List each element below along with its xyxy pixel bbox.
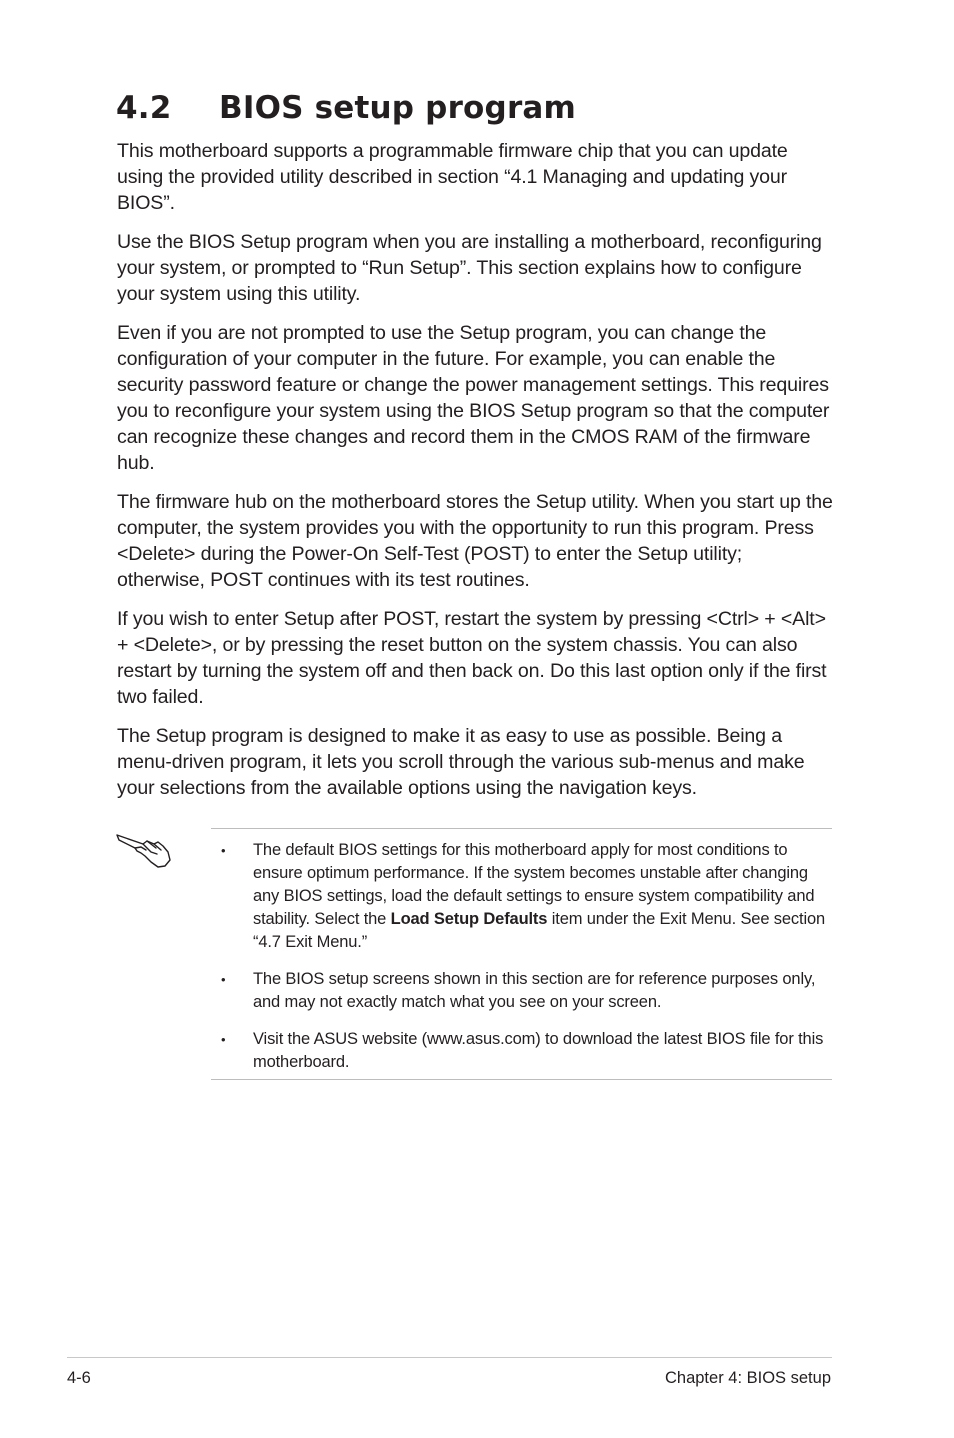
note-item-reference: • The BIOS setup screens shown in this section are for reference purposes only, and may not exactly match what you see on your screen. <box>221 970 816 1011</box>
note-box <box>211 828 832 1080</box>
footer-divider <box>67 1357 832 1358</box>
note-item-defaults: • The default BIOS settings for this motherboard apply for most conditions to ensure optimum performance. If the system becomes unstable after changing any BIOS settings, load the default settings to ensure system compatibility and stability. Select the Load Setup Defaults item under the Exit Menu. See section “4.7 Exit Menu.” <box>221 841 826 951</box>
paragraph-when-to-use: Use the BIOS Setup program when you are installing a motherboard, reconfiguring your system, or prompted to “Run Setup”. This section explains how to configure your system using this utility. <box>117 231 822 305</box>
section-number: 4.2 <box>116 90 172 126</box>
chapter-label: Chapter 4: BIOS setup <box>664 1369 831 1387</box>
note-list <box>211 829 832 1074</box>
page-number: 4-6 <box>67 1369 91 1387</box>
bullet: • <box>221 1032 226 1047</box>
section-title: BIOS setup program <box>219 90 577 126</box>
paragraph-restart: If you wish to enter Setup after POST, restart the system by pressing <Ctrl> + <Alt> + <Delete>, or by pressing the reset button on the system chassis. You can also restart by turning the system off and then back on. Do this last option only if the first two failed. <box>117 608 827 708</box>
paragraph-firmware-hub: The firmware hub on the motherboard stores the Setup utility. When you start up the computer, the system provides you with the opportunity to run this program. Press <Delete> during the Power-On Self-Test (POST) to enter the Setup utility; otherwise, POST continues with its test routines. <box>117 491 833 591</box>
paragraph-intro: This motherboard supports a programmable firmware chip that you can update using the provided utility described in section “4.1 Managing and updating your BIOS”. <box>117 140 788 214</box>
load-setup-defaults-label: Load Setup Defaults <box>390 910 548 928</box>
bullet: • <box>221 972 226 987</box>
paragraph-change-config: Even if you are not prompted to use the Setup program, you can change the configuration of your computer in the future. For example, you can enable the security password feature or change the power management settings. This requires you to reconfigure your system using the BIOS Setup program so that the computer can recognize these changes and record them in the CMOS RAM of the firmware hub. <box>117 322 830 474</box>
body-text <box>117 138 833 814</box>
section-heading <box>116 86 576 130</box>
bullet: • <box>221 843 226 858</box>
note-item-website: • Visit the ASUS website (www.asus.com) to download the latest BIOS file for this motherboard. <box>221 1030 824 1071</box>
hand-pointing-icon <box>114 828 172 872</box>
paragraph-navigation: The Setup program is designed to make it as easy to use as possible. Being a menu-driven program, it lets you scroll through the various sub-menus and make your selections from the available options using the navigation keys. <box>117 725 805 799</box>
